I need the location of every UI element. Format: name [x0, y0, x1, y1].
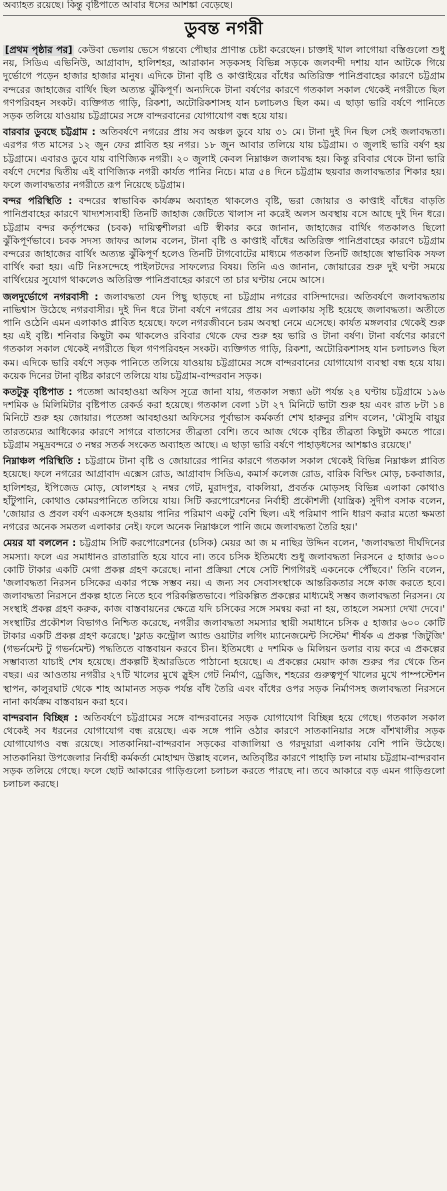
continuation-line: অব্যাহত রয়েছে। কিন্তু বৃষ্টিপাতে আবার ধসের আশঙ্কা বেড়েছে। [3, 0, 233, 11]
paragraph-lead: জলদুর্ভোগে নগরবাসী : [3, 291, 99, 303]
article-paragraph [3, 712, 445, 791]
article-paragraph [3, 44, 445, 123]
paragraph-text: অতিবর্ষণে নগরের প্রায় সব অঞ্চল ডুবে যায় ৩১ মে। টানা দুই দিন ছিল সেই জলাবদ্ধতা। এরপর গত মাসের ১২ জুন ফের প্লাবিত হয় নগর। ১৮ জুন আবার তলিয়ে যায় চট্টগ্রাম। ৩ জুলাই ভারি বর্ষণ হয় চট্টগ্রামে। এবারও ডুবে যায় বাণিজ্যিক নগরী। ২০ জুলাই কেবল নিম্নাঞ্চল জলাবদ্ধ হয়। কিন্তু রবিবার থেকে টানা ভারি বর্ষণে দেশের দ্বিতীয় এই বাণিজ্যিক নগরী কার্যত পানির নিচে। মাত্র ৫৪ দিনে চট্টগ্রাম ছয়বার জলাবদ্ধতার শিকার হয়। ফলে জলাবদ্ধতার নগরীতে রূপ নিয়েছে চট্টগ্রাম। [3, 127, 446, 192]
paragraph-text: কেউবা ভেলায় ভেসে গন্তব্যে পৌছার প্রাণান্ত চেষ্টা করেছেন। চাক্তাই খাল লাগোয়া বস্তিগুলো শুধু নয়, সিডিএ এভিনিউ, আগ্রাবাদ, হালিশহর, আরাকান সড়কসহ বিভিন্ন সড়কে জলবন্দী দশায় যান আটকে গিয়ে দুর্ভোগে পড়েন হাজার হাজার মানুষ। এদিকে টানা বৃষ্টি ও কাপ্তাইয়ের বাঁধের অতিরিক্ত পানিপ্রবাহের কারণে চট্টগ্রাম বন্দরের জাহাজের বার্থিং ছিল অত্যন্ত ঝুঁকিপূর্ণ। অন্যদিকে টানা বর্ষণের কারণে গতকাল সকাল থেকেই নগরীতে ছিল গণপরিবহন সংকট। ব্যক্তিগত গাড়ি, রিকশা, অটোরিকশাসহ যান চলাচলও ছিল কম। এ ছাড়া ভারি বর্ষণে পানিতে সড়ক তলিয়ে যাওয়ায় চট্টগ্রামের সঙ্গে বান্দরবানের যোগাযোগ বন্ধ হয়ে যায়। [3, 45, 446, 123]
paragraph-lead: বান্দরবান বিচ্ছিন্ন : [3, 712, 78, 724]
article-paragraph [3, 126, 445, 192]
paragraph-text: বন্দরের স্বাভাবিক কার্যক্রম অব্যাহত থাকলেও বৃষ্টি, ভরা জোয়ার ও কাপ্তাই বাঁধের বাড়তি পানিপ্রবাহের কারণে খাদ্যশস্যবাহী তিনটি জাহাজ জেটিতে খালাস না করেই অলস অবস্থায় বসে আছে দুই দিন ধরে। চট্টগ্রাম বন্দর কর্তৃপক্ষের (চবক) দায়িত্বশীলরা এটি স্বীকার করে জানান, জাহাজের বার্থিং গতকালও ছিলো ঝুঁকিপূর্ণভাবে। চবক সদস্য জাফর আলম বলেন, টানা বৃষ্টি ও কাপ্তাই বাঁধের অতিরিক্ত পানিপ্রবাহের কারণে চট্টগ্রাম বন্দরের জাহাজের বার্থিং অত্যন্ত ঝুঁকিপূর্ণ হলেও তিনটি টাগবোটের মাধ্যমে গতকাল তিনটি জাহাজে স্বাভাবিক সফল বার্থিং করা হয়। এটি নিঃসন্দেহে পাইলটদের সাফল্যের বিষয়। তিনি এও জানান, জোয়ারের শুরু দুই ঘণ্টা সময়ে বার্থিংয়ের সুযোগ থাকলেও অতিরিক্ত পানিপ্রবাহের কারণে তা চার ঘণ্টায় নেমে আসে। [3, 196, 445, 287]
paragraph-text: পতেঙ্গা আবহাওয়া অফিস সূত্রে জানা যায়, গতকাল সন্ধ্যা ৬টা পর্যন্ত ২৪ ঘণ্টায় চট্টগ্রামে ১৯৬ দশমিক ৬ মিলিমিটার বৃষ্টিপাত রেকর্ড করা হয়েছে। গতকাল বেলা ১টা ২৭ মিনিটে ভাটা শুরু হয় এবং রাত ৮টা ১৪ মিনিটে শুরু হয় জোয়ার। পতেঙ্গা আবহাওয়া অফিসের পূর্বাভাস কর্মকর্তা শেখ হারুনুর রশিদ বলেন, 'মৌসুমি বায়ুর তারতম্যের আধিক্যের কারণে সাগরে বাতাসের তীব্রতা বেশি। তবে আজ থেকে বৃষ্টির তীব্রতা কিছুটা কমতে পারে। চট্টগ্রাম সমুদ্রবন্দরে ৩ নম্বর সতর্ক সংকেত অব্যাহত আছে। এ ছাড়া ভারি বর্ষণে পাহাড়ধসের আশঙ্কাও রয়েছে।' [3, 387, 445, 451]
article-paragraph [3, 386, 445, 452]
paragraph-lead: মেয়র যা বললেন : [3, 538, 77, 550]
paragraph-lead: কতটুকু বৃষ্টিপাত : [3, 387, 73, 399]
paragraph-lead: [প্রথম পৃষ্ঠার পর] [5, 45, 73, 56]
paragraph-text: অতিবর্ষণে চট্টগ্রামের সঙ্গে বান্দরবানের সড়ক যোগাযোগ বিচ্ছিন্ন হয়ে গেছে। গতকাল সকাল থেকেই সব ধরনের যোগাযোগ বন্ধ রয়েছে। এক সঙ্গে পানি ওঠার কারণে সাতকানিয়ার সঙ্গে বাঁশখালীর সড়ক যোগাযোগও বন্ধ রয়েছে। সাতকানিয়া-বান্দরবান সড়কের বাজালিয়া ও গরদুয়ারা এলাকায় বেশি পানি উঠেছে। সাতকানিয়া উপজেলার নির্বাহী কর্মকর্তা মোহাম্মদ উল্লাহ বলেন, অতিবৃষ্টির কারণে পাহাড়ি ঢল নামায় চট্টগ্রাম-বান্দরবান সড়ক তলিয়ে গেছে। ফলে ছোট আকারের গাড়িগুলো চলাচল করতে পারছে না। তবে আকারে বড় এমন গাড়িগুলো চলাচল করছে। [3, 712, 445, 790]
paragraph-text: চট্টগ্রাম সিটি করপোরেশনের (চসিক) মেয়র আ জ ম নাছির উদ্দিন বলেন, 'জলাবদ্ধতা দীর্ঘদিনের সমস্যা। ফলে এর সমাধানও রাতারাতি হয়ে যাবে না। তবে চসিক ইতিমধ্যে শুধু জলাবদ্ধতা নিরসনে ৫ হাজার ৬০০ কোটি টাকার একটি মেগা প্রকল্প গ্রহণ করেছে। নানা প্রক্রিয়া শেষে সেটি শিগগিরই একনেকে পৌঁছবে।' তিনি বলেন, 'জলাবদ্ধতা নিরসন চসিকের একার পক্ষে সম্ভব নয়। এ জন্য সব সেবাসংস্থাকে আন্তরিকতার সঙ্গে কাজ করতে হবে। জলাবদ্ধতা নিরসনে প্রকল্প হাতে নিতে হবে পরিকল্পিতভাবে। পরিকল্পিত প্রকল্পের মাধ্যমেই সম্ভব জলাবদ্ধতা নিরসন। যে সংস্থাই প্রকল্প গ্রহণ করুক, কাজ বাস্তবায়নের ক্ষেত্রে যদি চসিকের সঙ্গে সমন্বয় করা না হয়, তাহলে সমস্যা দেখা দেবে।' সংস্থাটির প্রকৌশল বিভাগও নিশ্চিত করেছে, নগরীর জলাবদ্ধতা সমস্যার স্থায়ী সমাধানে চসিক ৫ হাজার ৬০০ কোটি টাকার একটি প্রকল্প গ্রহণ করেছে। 'ফ্লাড কন্ট্রোল অ্যান্ড ওয়াটার লগিং ম্যানেজমেন্ট সিস্টেম' শীর্ষক এ প্রকল্প 'জিটুজি' (গভর্নমেন্ট টু গভর্নমেন্ট) পদ্ধতিতে বাস্তবায়ন করবে চীন। ইতিমধ্যে ৫ দশমিক ৬ মিলিয়ন ডলার ব্যয় করে এ প্রকল্পের সম্ভাব্যতা যাচাই শেষ হয়েছে। প্রকল্পটি ইআরডিতে পাঠানো হয়েছে। এ প্রকল্পের মেয়াদ কাজ শুরুর পর থেকে তিন বছর। এর আওতায় নগরীর ২৭টি খালের মুখে স্লুইস গেট নির্মাণ, ড্রেজিং, শহরের গুরুত্বপূর্ণ খালের মুখে পাম্পস্টেশন স্থাপন, কালুরঘাট থেকে শাহ আমানত সড়ক পর্যন্ত বাঁধ তৈরি এবং বাঁধের ওপর সড়ক নির্মাণসহ জলাবদ্ধতা নিরসনে নানা কার্যক্রম বাস্তবায়ন করা হবে। [3, 538, 445, 708]
paragraph-lead: বারবার ডুবছে চট্টগ্রাম : [3, 127, 96, 139]
paragraph-text: চট্টগ্রামে টানা বৃষ্টি ও জোয়ারের পানির কারণে গতকাল সকাল থেকেই বিভিন্ন নিম্নাঞ্চল প্লাবিত হয়েছে। ফলে নগরের আগ্রাবাদ এক্সেস রোড, আগ্রাবাদ সিডিএ, কমার্স কলেজ রোড, বারিক বিল্ডিং মোড়, চকবাজার, হালিশহর, ইপিজেড মোড়, ষোলশহর ২ নম্বর গেট, মুরাদপুর, বাকলিয়া, প্রবর্তক মোড়সহ বিভিন্ন এলাকা কোথাও হাঁটুপানি, কোথাও কোমরপানিতে তলিয়ে যায়। সিটি করপোরেশনের নির্বাহী প্রকৌশলী (যান্ত্রিক) সুদীপ বসাক বলেন, 'জোয়ার ও প্রবল বর্ষণ একসঙ্গে হওয়ায় পানির পরিমাণ একটু বেশি ছিল। এই পরিমাণ পানি ধারণ করার মতো ক্ষমতা নগরের অনেক সমতল এলাকার নেই। ফলে অনেক নিম্নাঞ্চলে পানি জমে জলাবদ্ধতা তৈরি হয়।' [3, 456, 445, 534]
article-paragraph [3, 291, 445, 383]
paragraph-text: জলাবদ্ধতা যেন পিছু ছাড়ছে না চট্টগ্রাম নগরের বাসিন্দাদের। অতিবর্ষণে জলাবদ্ধতায় নাভিশ্বাস উঠেছে নগরবাসীর। দুই দিন ধরে টানা বর্ষণে নগরের প্রায় সব এলাকায় সৃষ্টি হয়েছে জলাবদ্ধতা। অতীতে পানি ওঠেনি এমন এলাকাও প্লাবিত হয়েছে। ফলে নগরজীবনে চরম অবস্থা নেমে এসেছে। কার্যত মঙ্গলবার থেকেই শুরু হয় এই বৃষ্টি। শনিবার কিছুটা কম থাকলেও রবিবার থেকে ফের শুরু হয় ভারি ও টানা বর্ষণ। টানা বর্ষণের কারণে গতকাল সকাল থেকেই নগরীতে ছিল গণপরিবহন সংকট। ব্যক্তিগত গাড়ি, রিকশা, অটোরিকশাসহ যান চলাচলও ছিল কম। এদিকে ভারি বর্ষণে সড়ক পানিতে তলিয়ে যাওয়ায় চট্টগ্রামের সঙ্গে বান্দরবানের যোগাযোগ ব্যবস্থা বন্ধ হয়ে যায়। কয়েক দিনের টানা বৃষ্টির কারণে তলিয়ে যায় চট্টগ্রাম-বান্দরবান সড়ক। [3, 291, 445, 382]
paragraph-lead: নিম্নাঞ্চল পরিস্থিতি : [3, 456, 82, 468]
paragraph-lead: বন্দর পরিস্থিতি : [3, 196, 73, 208]
top-divider [3, 15, 445, 16]
article-body [3, 44, 445, 791]
headline: ডুবন্ত নগরী [184, 19, 264, 39]
article-paragraph [3, 195, 445, 287]
article-paragraph [3, 537, 445, 709]
article-paragraph [3, 455, 445, 534]
